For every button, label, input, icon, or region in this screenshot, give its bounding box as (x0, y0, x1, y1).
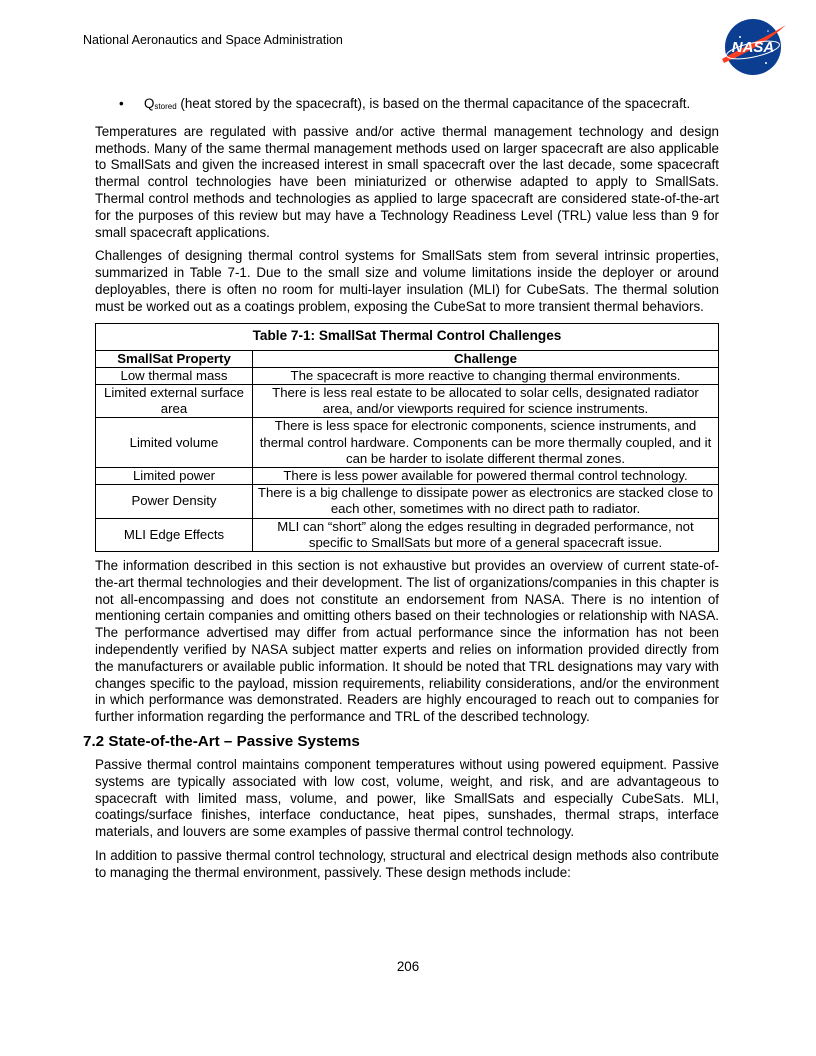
table-cell-property: Limited external surface area (96, 384, 253, 417)
table-row (96, 384, 719, 417)
table-row (96, 418, 719, 468)
table-cell-property: Limited volume (96, 418, 253, 468)
table-cell-challenge: There is less real estate to be allocated to solar cells, designated radiator area, and/or viewports required for science instruments. (253, 384, 719, 417)
paragraph-design-methods: In addition to passive thermal control technology, structural and electrical design methods also contribute to managing the thermal environment, passively. These design methods include: (95, 847, 719, 880)
table-row (96, 518, 719, 551)
table-cell-challenge: The spacecraft is more reactive to changing thermal environments. (253, 367, 719, 384)
table-row (96, 485, 719, 518)
page-number: 206 (396, 959, 420, 974)
table-cell-challenge: MLI can “short” along the edges resulting in degraded performance, not specific to SmallSats but more of a general spacecraft issue. (253, 518, 719, 551)
table-header-property: SmallSat Property (96, 350, 253, 367)
bullet-dot-icon: • (119, 96, 124, 111)
nasa-logo (718, 17, 788, 77)
table-cell-property: Low thermal mass (96, 367, 253, 384)
nasa-logo-text: NASA (731, 39, 775, 56)
q-subscript: stored (154, 102, 177, 111)
paragraph-thermal-regulation: Temperatures are regulated with passive and/or active thermal management technology and design methods. Many of the same thermal management methods used on larger spacecraft are also applicable to SmallSats and given the increased interest in small spacecraft over the last decade, some spacecraft thermal control technologies have been miniaturized or otherwise adapted to apply to SmallSats. Thermal control methods and technologies as applied to large spacecraft are considered state-of-the-art for the purposes of this review but may have a Technology Readiness Level (TRL) value less than 9 for small spacecraft applications. (95, 123, 719, 240)
bullet-item (95, 96, 719, 116)
table-header-challenge: Challenge (253, 350, 719, 367)
paragraph-challenges: Challenges of designing thermal control systems for SmallSats stem from several intrinsic properties, summarized in Table 7-1. Due to the small size and volume limitations inside the deployer or around deployables, there is often no room for multi-layer insulation (MLI) for CubeSats. The thermal solution must be worked out as a coatings problem, exposing the CubeSat to more transient thermal behaviors. (95, 248, 719, 314)
q-symbol: Q (144, 96, 155, 111)
paragraph-disclaimer: The information described in this section is not exhaustive but provides an overview of current state-of-the-art thermal technologies and their development. The list of organizations/companies in this chapter is not all-encompassing and does not constitute an endorsement from NASA. There is no intention of mentioning certain companies and omitting others based on their technologies or relationship with NASA. The performance advertised may differ from actual performance since the information has not been independently verified by NASA subject matter experts and relies on information provided directly from the manufacturers or available public information. It should be noted that TRL designations may vary with changes specific to the payload, mission requirements, reliability considerations, and/or the environment in which performance was demonstrated. Readers are highly encouraged to reach out to companies for further information regarding the performance and TRL of the described technology. (95, 558, 719, 725)
paragraph-passive-control: Passive thermal control maintains component temperatures without using powered equipment. Passive systems are typically associated with low cost, volume, weight, and risk, and are advantageous to spacecraft with limited mass, volume, and power, like SmallSats and especially CubeSats. MLI, coatings/surface finishes, interface conductance, heat pipes, sunshades, thermal straps, interface materials, and louvers are some examples of passive thermal control technology. (95, 756, 719, 840)
table-title: Table 7-1: SmallSat Thermal Control Challenges (96, 323, 719, 350)
page-content (83, 96, 719, 889)
table-cell-challenge: There is less power available for powered thermal control technology. (253, 467, 719, 484)
table-cell-property: Power Density (96, 485, 253, 518)
table-row (96, 467, 719, 484)
bullet-text (144, 96, 719, 116)
table-cell-property: MLI Edge Effects (96, 518, 253, 551)
table-cell-property: Limited power (96, 467, 253, 484)
table-row (96, 367, 719, 384)
bullet-description: (heat stored by the spacecraft), is based on the thermal capacitance of the spacecraft. (176, 96, 691, 111)
section-heading: 7.2 State-of-the-Art – Passive Systems (83, 732, 360, 750)
challenges-table (95, 323, 719, 552)
table-cell-challenge: There is less space for electronic components, science instruments, and thermal control hardware. Components can be more thermally coupled, and it can be harder to isolate different thermal zones. (253, 418, 719, 468)
header-organization: National Aeronautics and Space Administration (83, 33, 343, 47)
table-cell-challenge: There is a big challenge to dissipate power as electronics are stacked close to each other, sometimes with no direct path to radiator. (253, 485, 719, 518)
